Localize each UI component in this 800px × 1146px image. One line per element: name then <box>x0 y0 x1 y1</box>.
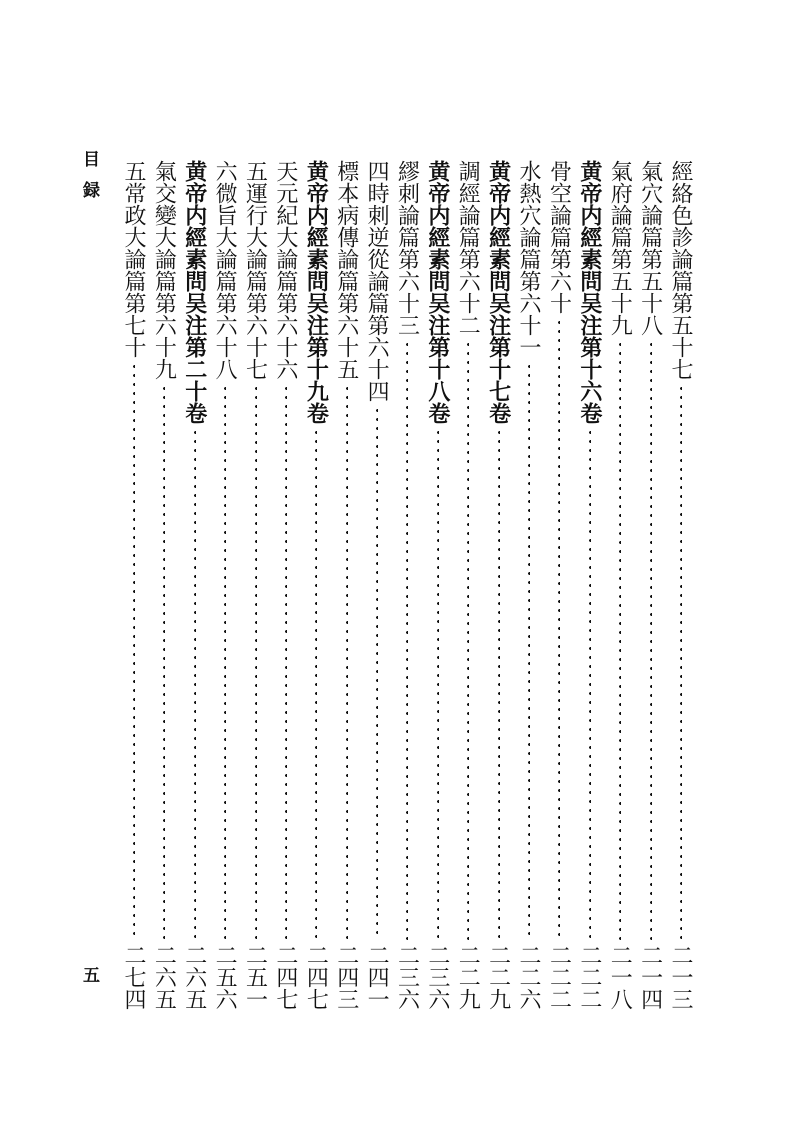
toc-entry <box>119 160 148 1010</box>
toc-entry-page: 二二九 <box>485 944 511 1010</box>
dot-leader <box>285 384 287 940</box>
toc-entry-page: 二五六 <box>212 944 238 1010</box>
toc-entry-page: 二二二 <box>546 944 572 1010</box>
toc-entry-page: 二四三 <box>333 944 359 1010</box>
toc-entry <box>392 160 421 1010</box>
toc-entry-title: 五常政大論篇第七十 <box>120 160 146 358</box>
toc-entry <box>635 160 664 1010</box>
toc-volume-heading <box>179 160 208 1010</box>
dot-leader <box>558 318 560 940</box>
toc-entry-page: 二四七 <box>272 944 298 1010</box>
toc-entry-title: 黄帝内經素問吴注第十八卷 <box>424 160 450 424</box>
page-number: 五 <box>79 966 99 983</box>
dot-leader <box>619 340 621 940</box>
toc-entry-title: 六微旨大論篇第六十八 <box>212 160 238 380</box>
toc-entry-title: 四時刺逆從論篇第六十四 <box>364 160 390 402</box>
toc-entry <box>605 160 634 1010</box>
toc-volume-heading <box>483 160 512 1010</box>
dot-leader <box>406 340 408 940</box>
toc-entry-title: 氣交變大論篇第六十九 <box>151 160 177 380</box>
toc-entry <box>331 160 360 1010</box>
toc-volume-heading <box>422 160 451 1010</box>
toc-volume-heading <box>301 160 330 1010</box>
toc-entry-page: 二一四 <box>637 944 663 1010</box>
toc-entry-title: 氣穴論篇第五十八 <box>637 160 663 336</box>
toc-entry-title: 骨空論篇第六十 <box>546 160 572 314</box>
toc-volume-heading <box>574 160 603 1010</box>
dot-leader <box>437 428 439 940</box>
toc-entry <box>453 160 482 1010</box>
dot-leader <box>224 384 226 940</box>
toc-entry-page: 二三六 <box>394 944 420 1010</box>
toc-entry-title: 氣府論篇第五十九 <box>607 160 633 336</box>
dot-leader <box>315 428 317 940</box>
toc-entry <box>240 160 269 1010</box>
table-of-contents <box>119 160 695 1010</box>
toc-entry-title: 繆刺論篇第六十三 <box>394 160 420 336</box>
toc-entry-page: 二二六 <box>516 944 542 1010</box>
toc-entry <box>362 160 391 1010</box>
toc-entry-title: 調經論篇第六十二 <box>455 160 481 336</box>
dot-leader <box>680 384 682 940</box>
dot-leader <box>498 428 500 940</box>
toc-entry-title: 黄帝内經素問吴注第十六卷 <box>576 160 602 424</box>
toc-entry <box>149 160 178 1010</box>
toc-entry-title: 水熱穴論篇第六十一 <box>516 160 542 358</box>
toc-entry-page: 二二九 <box>455 944 481 1010</box>
dot-leader <box>194 428 196 940</box>
dot-leader <box>467 340 469 940</box>
toc-entry-page: 二一八 <box>607 944 633 1010</box>
dot-leader <box>163 384 165 940</box>
toc-entry-page: 二三六 <box>424 944 450 1010</box>
dot-leader <box>255 384 257 940</box>
toc-entry-page: 二四一 <box>364 944 390 1010</box>
toc-entry-title: 經絡色診論篇第五十七 <box>668 160 693 380</box>
toc-entry-page: 二四七 <box>303 944 329 1010</box>
dot-leader <box>650 340 652 940</box>
toc-entry-title: 黄帝内經素問吴注第十七卷 <box>485 160 511 424</box>
toc-entry <box>210 160 239 1010</box>
toc-entry-title: 黄帝内經素問吴注第二十卷 <box>181 160 207 424</box>
dot-leader <box>133 362 135 940</box>
toc-entry-page: 二七四 <box>120 944 146 1010</box>
toc-entry-title: 天元紀大論篇第六十六 <box>272 160 298 380</box>
toc-entry <box>271 160 300 1010</box>
toc-entry-title: 標本病傳論篇第六十五 <box>333 160 359 380</box>
toc-entry-page: 二六五 <box>181 944 207 1010</box>
toc-entry-title: 五運行大論篇第六十七 <box>242 160 268 380</box>
toc-entry <box>544 160 573 1010</box>
toc-entry-page: 二五一 <box>242 944 268 1010</box>
dot-leader <box>528 362 530 940</box>
toc-entry-page: 二二二 <box>576 944 602 1010</box>
toc-entry-title: 黄帝内經素問吴注第十九卷 <box>303 160 329 424</box>
toc-entry-page: 二一三 <box>668 944 693 1010</box>
section-label: 目録 <box>79 150 99 212</box>
dot-leader <box>376 406 378 940</box>
toc-entry <box>514 160 543 1010</box>
toc-entry <box>666 160 695 1010</box>
dot-leader <box>589 428 591 940</box>
toc-entry-page: 二六五 <box>151 944 177 1010</box>
dot-leader <box>346 384 348 940</box>
